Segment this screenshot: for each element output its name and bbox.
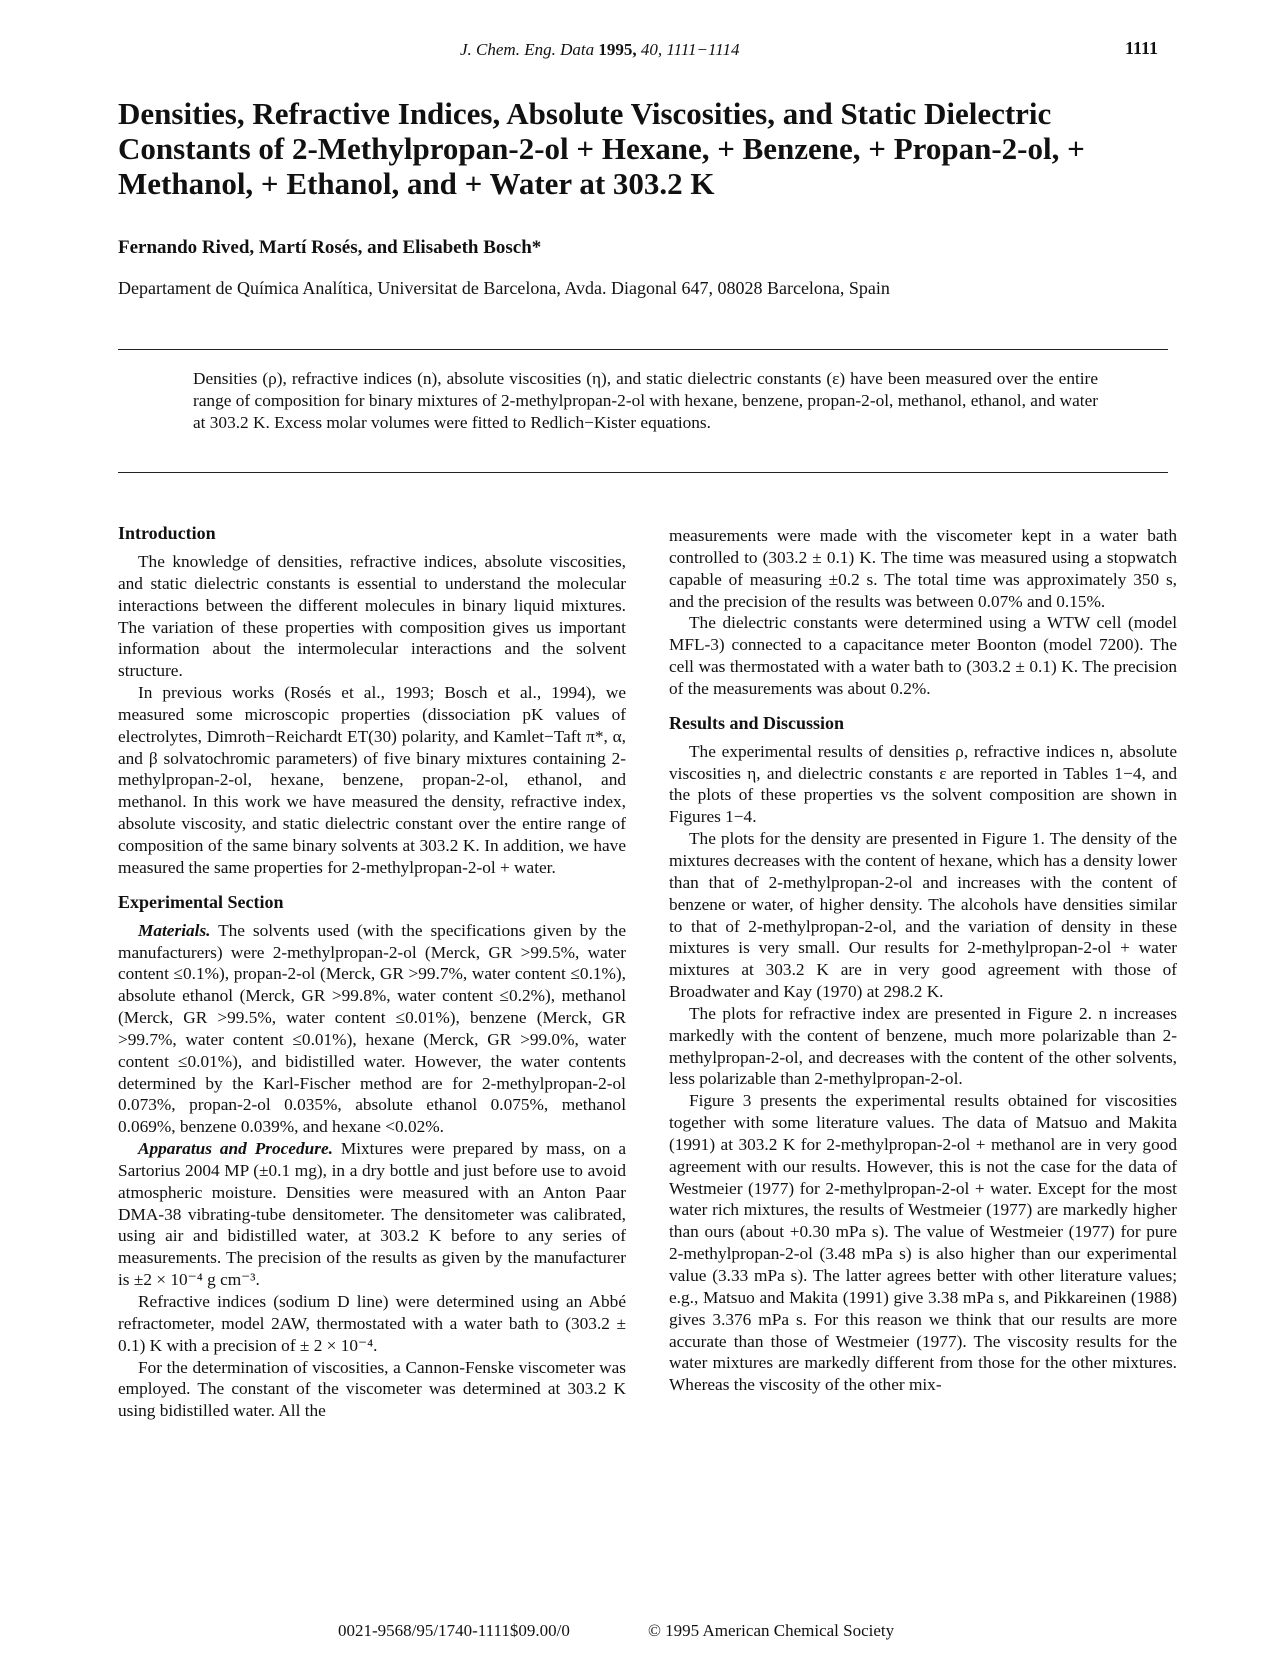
runin-heading-materials: Materials. [138,920,211,940]
page-number: 1111 [1125,38,1159,58]
author-list: Fernando Rived, Martí Rosés, and Elisabeth Bosch* [118,237,542,258]
left-column [118,522,626,1422]
materials-text: The solvents used (with the specifications given by the manufacturers) were 2-methylpropan-2-ol (Merck, GR >99.5%, water content ≤0.1%), propan-2-ol (Merck, GR >99.7%, water content ≤0.1%), absolute ethanol (Merck, GR >99.8%, water content ≤0.2%), methanol (Merck, GR >99.5%, water content ≤0.01%), benzene (Merck, GR >99.7%, water content ≤0.01%), hexane (Merck, GR >99.0%, water content ≤0.01%), and bidistilled water. However, the water contents determined by the Karl-Fischer method are for 2-methylpropan-2-ol 0.073%, propan-2-ol 0.035%, absolute ethanol 0.075%, methanol 0.069%, benzene 0.039%, and hexane <0.02%. [118,920,626,1137]
copyright-notice: © 1995 American Chemical Society [648,1621,895,1640]
section-heading-introduction: Introduction [118,523,216,543]
paragraph: In previous works (Rosés et al., 1993; Bosch et al., 1994), we measured some microscopic properties (dissociation pK values of electrolytes, Dimroth−Reichardt ET(30) polarity, and Kamlet−Taft π*, α, and β solvatochromic parameters) of five binary mixtures containing 2-methylpropan-2-ol, hexane, benzene, propan-2-ol, ethanol, and methanol. In this work we have measured the density, refractive index, absolute viscosity, and static dielectric constant over the entire range of composition of the same binary solvents at 303.2 K. In addition, we have measured the same properties for 2-methylpropan-2-ol + water. [118,683,626,877]
running-head [0,38,1283,62]
citation-year: 1995, [598,40,637,59]
citation-volume-pages: 40, 1111−1114 [640,40,740,59]
article-code: 0021-9568/95/1740-1111$09.00/0 [338,1621,570,1640]
paragraph: The dielectric constants were determined using a WTW cell (model MFL-3) connected to a capacitance meter Boonton (model 7200). The cell was thermostated with a water bath to (303.2 ± 0.1) K. The precision of the measurements was about 0.2%. [669,613,1177,698]
citation-journal: J. Chem. Eng. Data [460,40,595,59]
section-heading-results: Results and Discussion [669,712,845,733]
affiliation: Departament de Química Analítica, Universitat de Barcelona, Avda. Diagonal 647, 08028 Barcelona, Spain [118,278,890,298]
apparatus-text: Mixtures were prepared by mass, on a Sartorius 2004 MP (±0.1 mg), in a dry bottle and just before use to avoid atmospheric moisture. Densities were measured with an Anton Paar DMA-38 vibrating-tube densitometer. The densitometer was calibrated, using air and bidistilled water, at 303.2 K before to any series of measurements. The precision of the results as given by the manufacturer is ±2 × 10⁻⁴ g cm⁻³. [118,1139,626,1290]
paragraph: For the determination of viscosities, a Cannon-Fenske viscometer was employed. The constant of the viscometer was determined at 303.2 K using bidistilled water. All the [118,1357,626,1421]
paragraph: Refractive indices (sodium D line) were determined using an Abbé refractometer, model 2AW, thermostated with a water bath to (303.2 ± 0.1) K with a precision of ± 2 × 10⁻⁴. [118,1292,626,1355]
paragraph-apparatus [118,1138,626,1291]
abstract-top-rule [118,349,1168,350]
article-title: Densities, Refractive Indices, Absolute Viscosities, and Static Dielectric Constants of 2-Methylpropan-2-ol + Hexane, + Benzene, + Propan-2-ol, + Methanol, + Ethanol, and + Water at 303.2 K [118,96,1085,201]
runin-heading-apparatus: Apparatus and Procedure. [138,1139,333,1159]
paragraph: The plots for the density are presented in Figure 1. The density of the mixtures decreases with the content of hexane, which has a density lower than that of 2-methylpropan-2-ol and increases with the content of benzene or water, of higher density. The alcohols have densities similar to that of 2-methylpropan-2-ol, and the variation of density in these mixtures is very small. Our results for 2-methylpropan-2-ol + water mixtures at 303.2 K are in very good agreement with those of Broadwater and Kay (1970) at 298.2 K. [669,829,1177,1002]
abstract-bottom-rule [118,472,1168,473]
citation [460,40,740,60]
abstract: Densities (ρ), refractive indices (n), absolute viscosities (η), and static dielectric constants (ε) have been measured over the entire range of composition for binary mixtures of 2-methylpropan-2-ol with hexane, benzene, propan-2-ol, methanol, ethanol, and water at 303.2 K. Excess molar volumes were fitted to Redlich−Kister equations. [193,369,1098,432]
right-column [669,525,1177,1396]
paragraph: The knowledge of densities, refractive indices, absolute viscosities, and static dielectric constants is essential to understand the molecular interactions between the different molecules in binary liquid mixtures. The variation of these properties with composition gives us important information about the intermolecular interactions and the solvent structure. [118,552,626,681]
section-heading-experimental: Experimental Section [118,891,284,912]
paragraph: The experimental results of densities ρ, refractive indices n, absolute viscosities η, and dielectric constants ε are reported in Tables 1−4, and the plots of these properties vs the solvent composition are shown in Figures 1−4. [669,741,1177,827]
paragraph: Figure 3 presents the experimental results obtained for viscosities together with some literature values. The data of Matsuo and Makita (1991) at 303.2 K for 2-methylpropan-2-ol + methanol are in very good agreement with our results. However, this is not the case for the data of Westmeier (1977) for 2-methylpropan-2-ol + water. Except for the most water rich mixtures, the results of Westmeier (1977) are markedly higher than ours (about +0.30 mPa s). The value of Westmeier (1977) for pure 2-methylpropan-2-ol (3.48 mPa s) is also higher than our experimental value (3.33 mPa s). The latter agrees better with other literature values; e.g., Matsuo and Makita (1991) give 3.38 mPa s, and Pikkareinen (1988) gives 3.376 mPa s. For this reason we think that our results are more accurate than those of Westmeier (1977). The viscosity results for the water mixtures are markedly different from those for the other mixtures. Whereas the viscosity of the other mix- [669,1091,1177,1395]
paragraph-materials [118,920,626,1138]
paragraph: measurements were made with the viscometer kept in a water bath controlled to (303.2 ± 0.1) K. The time was measured using a stopwatch capable of measuring ±0.2 s. The total time was approximately 350 s, and the precision of the results was between 0.07% and 0.15%. [669,526,1177,611]
paragraph: The plots for refractive index are presented in Figure 2. n increases markedly with the content of benzene, much more polarizable than 2-methylpropan-2-ol, and decreases with the content of the other solvents, less polarizable than 2-methylpropan-2-ol. [669,1003,1177,1089]
